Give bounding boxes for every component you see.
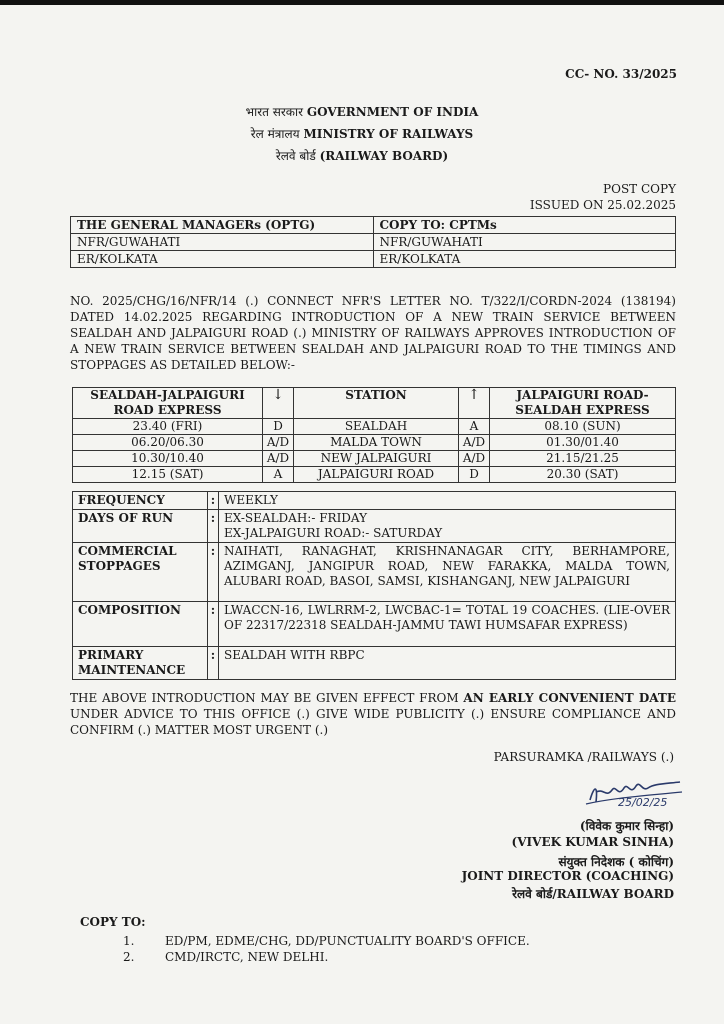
up-arrow-icon: ↑	[459, 388, 490, 419]
copy-to-list	[123, 933, 530, 965]
header-english-3: (RAILWAY BOARD)	[319, 149, 449, 163]
days-of-run-line: EX-JALPAIGURI ROAD:- SATURDAY	[224, 526, 443, 540]
addressee-cell: ER/KOLKATA	[373, 251, 676, 268]
timetable-cell: A	[459, 419, 490, 435]
header-board	[0, 147, 724, 164]
timetable-cell: 12.15 (SAT)	[73, 467, 263, 483]
signatory-office: रेलवे बोर्ड/RAILWAY BOARD	[512, 887, 674, 901]
label-line: MAINTENANCE	[78, 663, 186, 677]
timetable-cell: A/D	[459, 451, 490, 467]
colon: :	[208, 510, 219, 543]
list-item	[123, 933, 530, 949]
copy-to-label: COPY TO:	[80, 915, 146, 929]
timetable-header-cell: STATION	[294, 388, 459, 419]
timetable-cell: A/D	[263, 435, 294, 451]
table-row	[73, 543, 676, 602]
timetable-header-row	[73, 388, 676, 419]
body-paragraph: NO. 2025/CHG/16/NFR/14 (.) CONNECT NFR'S LETTER NO. T/322/I/CORDN-2024 (138194) DATED 14.02.2025 REGARDING INTRODUCTION OF A NEW TRAIN SERVICE BETWEEN SEALDAH AND JALPAIGURI ROAD (.) MINISTRY OF RAILWAYS APPROVES INTRODUCTION OF A NEW TRAIN SERVICE BETWEEN SEALDAH AND JALPAIGURI ROAD TO THE TIMINGS AND STOPPAGES AS DETAILED BELOW:-	[70, 294, 676, 372]
signatory-designation-english: JOINT DIRECTOR (COACHING)	[461, 869, 674, 883]
circular-number: CC- NO. 33/2025	[565, 67, 677, 81]
header-ministry	[0, 125, 724, 142]
timetable-cell: D	[459, 467, 490, 483]
sender-line: PARSURAMKA /RAILWAYS (.)	[493, 750, 674, 764]
timetable-cell: 01.30/01.40	[490, 435, 676, 451]
timetable-cell: MALDA TOWN	[294, 435, 459, 451]
composition-value: LWACCN-16, LWLRRM-2, LWCBAC-1= TOTAL 19 COACHES. (LIE-OVER OF 22317/22318 SEALDAH-JAMMU TAWI HUMSAFAR EXPRESS)	[219, 602, 676, 647]
label-line: PRIMARY	[78, 648, 144, 662]
details-table	[72, 491, 676, 680]
timetable-cell: 20.30 (SAT)	[490, 467, 676, 483]
signatory-designation-hindi: संयुक्त निदेशक ( कोचिंग)	[558, 855, 674, 869]
list-number: 1.	[123, 934, 135, 948]
list-item	[123, 949, 530, 965]
timetable-cell: 21.15/21.25	[490, 451, 676, 467]
timetable-cell: 10.30/10.40	[73, 451, 263, 467]
signatory-name-english: (VIVEK KUMAR SINHA)	[511, 835, 674, 849]
header-government	[0, 103, 724, 120]
signatory-name-hindi: (विवेक कुमार सिन्हा)	[579, 819, 674, 833]
label-line: STOPPAGES	[78, 559, 161, 573]
down-arrow-icon: ↓	[263, 388, 294, 419]
timetable-cell: D	[263, 419, 294, 435]
header-english-1: GOVERNMENT OF INDIA	[306, 105, 479, 119]
timetable-cell: 06.20/06.30	[73, 435, 263, 451]
closing-emphasis: AN EARLY CONVENIENT DATE	[463, 691, 676, 705]
timetable-header-cell: SEALDAH-JALPAIGURI ROAD EXPRESS	[73, 388, 263, 419]
frequency-value: WEEKLY	[219, 492, 676, 510]
composition-label: COMPOSITION	[73, 602, 208, 647]
table-row	[73, 492, 676, 510]
closing-text: UNDER ADVICE TO THIS OFFICE (.) GIVE WIDE PUBLICITY (.) ENSURE COMPLIANCE AND CONFIRM (.) MATTER MOST URGENT (.)	[70, 707, 676, 737]
table-row	[73, 467, 676, 483]
addressee-cell: ER/KOLKATA	[71, 251, 374, 268]
timetable-cell: A	[263, 467, 294, 483]
colon: :	[208, 492, 219, 510]
table-row	[73, 647, 676, 680]
timetable-cell: JALPAIGURI ROAD	[294, 467, 459, 483]
table-row	[71, 251, 676, 268]
timetable-header-cell: JALPAIGURI ROAD-SEALDAH EXPRESS	[490, 388, 676, 419]
table-row	[73, 602, 676, 647]
post-copy-label: POST COPY	[603, 182, 676, 196]
timetable-cell: 23.40 (FRI)	[73, 419, 263, 435]
timetable-cell: A/D	[459, 435, 490, 451]
primary-maintenance-label	[73, 647, 208, 680]
top-edge-border	[0, 0, 724, 5]
frequency-label: FREQUENCY	[73, 492, 208, 510]
issued-date: ISSUED ON 25.02.2025	[529, 198, 676, 212]
table-row	[73, 419, 676, 435]
days-of-run-label: DAYS OF RUN	[73, 510, 208, 543]
timetable-cell: NEW JALPAIGURI	[294, 451, 459, 467]
list-text: CMD/IRCTC, NEW DELHI.	[165, 950, 329, 964]
addressee-cell: NFR/GUWAHATI	[71, 234, 374, 251]
header-hindi-2: रेल मंत्रालय	[250, 127, 300, 141]
label-line: COMMERCIAL	[78, 544, 177, 558]
post-copy-block	[530, 181, 676, 213]
colon: :	[208, 543, 219, 602]
commercial-stoppages-value: NAIHATI, RANAGHAT, KRISHNANAGAR CITY, BERHAMPORE, AZIMGANJ, JANGIPUR ROAD, NEW FARAKKA, MALDA TOWN, ALUBARI ROAD, BASOI, SAMSI, KISHANGANJ, NEW JALPAIGURI	[219, 543, 676, 602]
table-row	[73, 510, 676, 543]
colon: :	[208, 602, 219, 647]
addressee-col1-title: THE GENERAL MANAGERs (OPTG)	[71, 217, 374, 234]
closing-text: THE ABOVE INTRODUCTION MAY BE GIVEN EFFECT FROM	[70, 691, 464, 705]
colon: :	[208, 647, 219, 680]
table-row	[73, 435, 676, 451]
commercial-stoppages-label	[73, 543, 208, 602]
days-of-run-line: EX-SEALDAH:- FRIDAY	[224, 511, 368, 525]
header-hindi-3: रेलवे बोर्ड	[275, 149, 316, 163]
addressee-table	[70, 216, 676, 268]
table-row	[71, 234, 676, 251]
addressee-cell: NFR/GUWAHATI	[373, 234, 676, 251]
timetable-cell: A/D	[263, 451, 294, 467]
timetable	[72, 387, 676, 483]
days-of-run-value	[219, 510, 676, 543]
signature-date: 25/02/25	[618, 796, 668, 809]
header-english-2: MINISTRY OF RAILWAYS	[303, 127, 474, 141]
timetable-cell: 08.10 (SUN)	[490, 419, 676, 435]
closing-paragraph	[70, 690, 676, 738]
list-text: ED/PM, EDME/CHG, DD/PUNCTUALITY BOARD'S OFFICE.	[165, 934, 530, 948]
timetable-cell: SEALDAH	[294, 419, 459, 435]
addressee-header-row	[71, 217, 676, 234]
primary-maintenance-value: SEALDAH WITH RBPC	[219, 647, 676, 680]
table-row	[73, 451, 676, 467]
list-number: 2.	[123, 950, 135, 964]
header-hindi-1: भारत सरकार	[245, 105, 304, 119]
addressee-col2-title: COPY TO: CPTMs	[373, 217, 676, 234]
